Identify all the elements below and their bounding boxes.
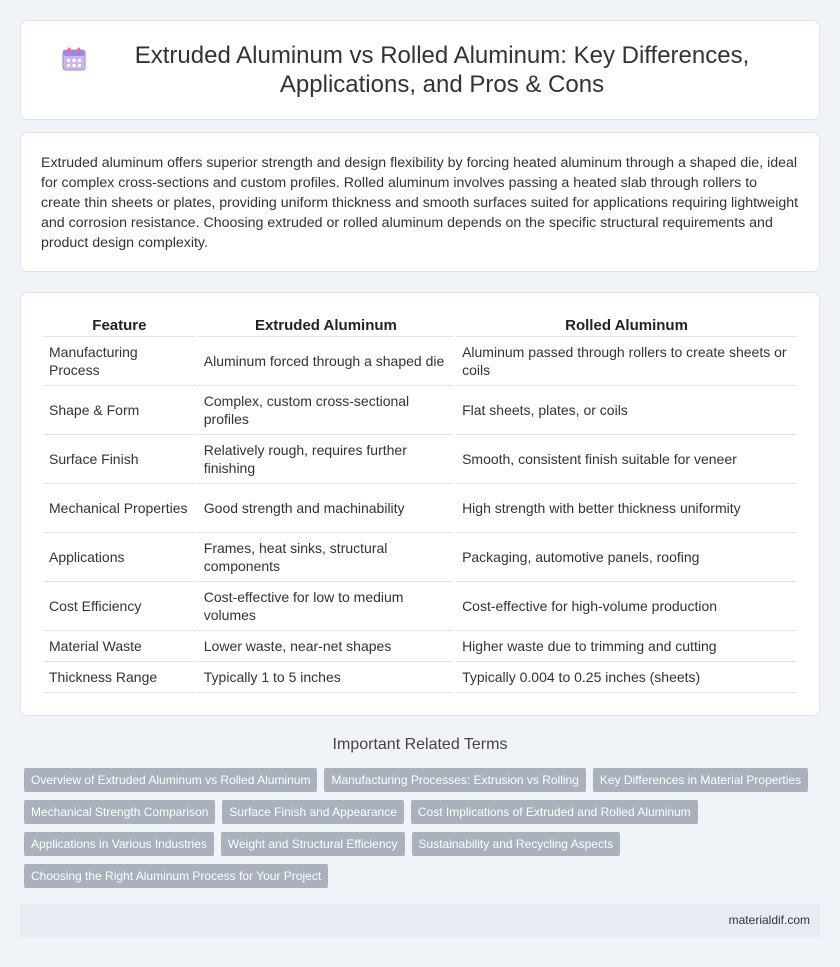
related-term-tag[interactable]: Weight and Structural Efficiency: [221, 832, 405, 856]
feature-cell: Mechanical Properties: [43, 484, 196, 533]
extruded-cell: Complex, custom cross-sectional profiles: [198, 386, 454, 435]
extruded-cell: Frames, heat sinks, structural components: [198, 533, 454, 582]
rolled-cell: Typically 0.004 to 0.25 inches (sheets): [456, 662, 797, 693]
extruded-cell: Lower waste, near-net shapes: [198, 631, 454, 662]
table-row: [43, 386, 797, 435]
rolled-cell: Higher waste due to trimming and cutting: [456, 631, 797, 662]
rolled-cell: Flat sheets, plates, or coils: [456, 386, 797, 435]
intro-paragraph: Extruded aluminum offers superior strength and design flexibility by forcing heated aluminum through a shaped die, ideal for complex cross-sections and custom profiles. Rolled aluminum involves passing a heated slab through rollers to create thin sheets or plates, providing uniform thickness and smooth surfaces suited for applications requiring lightweight and corrosion resistance. Choosing extruded or rolled aluminum depends on the specific structural requirements and product design complexity.: [41, 155, 799, 251]
related-term-tag[interactable]: Sustainability and Recycling Aspects: [412, 832, 621, 856]
feature-cell: Manufacturing Process: [43, 337, 196, 386]
feature-cell: Applications: [43, 533, 196, 582]
table-row: [43, 662, 797, 693]
feature-cell: Material Waste: [43, 631, 196, 662]
header-rolled: Rolled Aluminum: [456, 317, 797, 337]
table-row: [43, 435, 797, 484]
feature-cell: Cost Efficiency: [43, 582, 196, 631]
related-term-tag[interactable]: Cost Implications of Extruded and Rolled Aluminum: [411, 800, 698, 824]
header-feature: Feature: [43, 317, 196, 337]
footer-site-link[interactable]: materialdif.com: [728, 913, 810, 927]
intro-card: [20, 132, 820, 272]
extruded-cell: Cost-effective for low to medium volumes: [198, 582, 454, 631]
related-term-tag[interactable]: Overview of Extruded Aluminum vs Rolled Aluminum: [24, 768, 317, 792]
related-term-tag[interactable]: Applications in Various Industries: [24, 832, 214, 856]
extruded-cell: Aluminum forced through a shaped die: [198, 337, 454, 386]
calendar-icon: [61, 46, 87, 72]
extruded-cell: Good strength and machinability: [198, 484, 454, 533]
extruded-cell: Relatively rough, requires further finishing: [198, 435, 454, 484]
table-row: [43, 533, 797, 582]
related-term-tag[interactable]: Surface Finish and Appearance: [222, 800, 403, 824]
rolled-cell: Packaging, automotive panels, roofing: [456, 533, 797, 582]
related-term-tag[interactable]: Mechanical Strength Comparison: [24, 800, 215, 824]
table-row: [43, 337, 797, 386]
page-title: Extruded Aluminum vs Rolled Aluminum: Key Differences, Applications, and Pros & Cons: [134, 42, 750, 98]
feature-cell: Shape & Form: [43, 386, 196, 435]
related-term-tag[interactable]: Choosing the Right Aluminum Process for Your Project: [24, 864, 328, 888]
feature-cell: Surface Finish: [43, 435, 196, 484]
rolled-cell: Aluminum passed through rollers to create sheets or coils: [456, 337, 797, 386]
rolled-cell: Smooth, consistent finish suitable for veneer: [456, 435, 797, 484]
feature-cell: Thickness Range: [43, 662, 196, 693]
comparison-table-card: [20, 292, 820, 716]
related-terms-title: Important Related Terms: [332, 736, 508, 753]
related-term-tag[interactable]: Manufacturing Processes: Extrusion vs Rolling: [324, 768, 585, 792]
footer: [20, 904, 820, 937]
table-row: [43, 582, 797, 631]
related-terms-list: [24, 768, 824, 888]
rolled-cell: High strength with better thickness uniformity: [456, 484, 797, 533]
extruded-cell: Typically 1 to 5 inches: [198, 662, 454, 693]
rolled-cell: Cost-effective for high-volume production: [456, 582, 797, 631]
comparison-table: [41, 317, 799, 693]
header-extruded: Extruded Aluminum: [198, 317, 454, 337]
related-term-tag[interactable]: Key Differences in Material Properties: [593, 768, 808, 792]
header-card: [20, 20, 820, 120]
table-header-row: [43, 317, 797, 337]
table-row: [43, 484, 797, 533]
table-row: [43, 631, 797, 662]
